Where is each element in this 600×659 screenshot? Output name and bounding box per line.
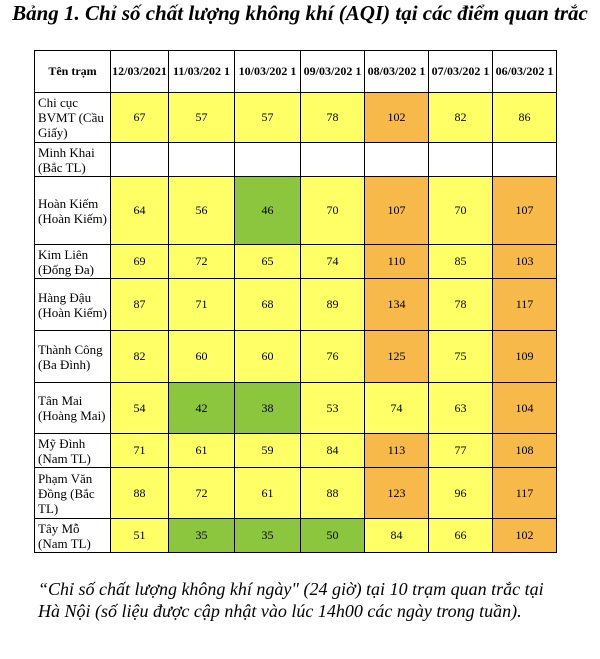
aqi-value-cell: 60 [169, 331, 235, 383]
aqi-value-cell: 88 [111, 468, 169, 519]
station-name: Thành Công (Ba Đình) [35, 331, 111, 383]
header-cell: 12/03/2021 [111, 51, 169, 93]
aqi-value-cell [111, 143, 169, 177]
table-row [35, 279, 557, 331]
aqi-value-cell: 77 [429, 434, 493, 468]
aqi-value-cell: 123 [365, 468, 429, 519]
aqi-value-cell: 70 [429, 177, 493, 245]
aqi-value-cell: 82 [429, 93, 493, 143]
table-row [35, 177, 557, 245]
station-name: Kim Liên (Đống Đa) [35, 245, 111, 279]
aqi-value-cell: 54 [111, 383, 169, 434]
aqi-value-cell: 85 [429, 245, 493, 279]
aqi-value-cell: 84 [301, 434, 365, 468]
header-cell: Tên trạm [35, 51, 111, 93]
aqi-value-cell: 88 [301, 468, 365, 519]
header-cell: 11/03/202 1 [169, 51, 235, 93]
station-name: Phạm Văn Đồng (Bắc TL) [35, 468, 111, 519]
station-name: Minh Khai (Bắc TL) [35, 143, 111, 177]
header-cell: 08/03/202 1 [365, 51, 429, 93]
aqi-value-cell [235, 143, 301, 177]
aqi-value-cell: 57 [169, 93, 235, 143]
aqi-value-cell: 63 [429, 383, 493, 434]
aqi-value-cell: 67 [111, 93, 169, 143]
aqi-value-cell: 57 [235, 93, 301, 143]
aqi-value-cell: 102 [365, 93, 429, 143]
aqi-value-cell: 66 [429, 519, 493, 553]
header-row [35, 51, 557, 93]
station-name: Chi cục BVMT (Cầu Giấy) [35, 93, 111, 143]
aqi-value-cell: 84 [365, 519, 429, 553]
aqi-value-cell: 104 [493, 383, 557, 434]
aqi-value-cell: 78 [301, 93, 365, 143]
aqi-value-cell: 35 [235, 519, 301, 553]
aqi-value-cell: 74 [301, 245, 365, 279]
station-name: Mỹ Đình (Nam TL) [35, 434, 111, 468]
aqi-value-cell [365, 143, 429, 177]
caption: “Chỉ số chất lượng không khí ngày" (24 giờ) tại 10 trạm quan trắc tại Hà Nội (số liệu được cập nhật vào lúc 14h00 các ngày trong tuần). [38, 579, 544, 621]
aqi-value-cell: 108 [493, 434, 557, 468]
table-row [35, 143, 557, 177]
aqi-value-cell: 35 [169, 519, 235, 553]
aqi-value-cell: 113 [365, 434, 429, 468]
aqi-table [34, 50, 557, 553]
aqi-value-cell [301, 143, 365, 177]
aqi-value-cell: 56 [169, 177, 235, 245]
aqi-value-cell: 70 [301, 177, 365, 245]
station-name: Tân Mai (Hoàng Mai) [35, 383, 111, 434]
aqi-value-cell: 109 [493, 331, 557, 383]
aqi-value-cell: 78 [429, 279, 493, 331]
aqi-value-cell: 134 [365, 279, 429, 331]
aqi-value-cell: 71 [169, 279, 235, 331]
aqi-value-cell: 61 [235, 468, 301, 519]
aqi-value-cell: 59 [235, 434, 301, 468]
aqi-value-cell: 82 [111, 331, 169, 383]
aqi-value-cell: 96 [429, 468, 493, 519]
aqi-value-cell: 64 [111, 177, 169, 245]
aqi-value-cell [429, 143, 493, 177]
aqi-value-cell: 72 [169, 245, 235, 279]
table-row [35, 434, 557, 468]
aqi-value-cell: 107 [493, 177, 557, 245]
aqi-value-cell: 46 [235, 177, 301, 245]
aqi-value-cell: 69 [111, 245, 169, 279]
table-row [35, 331, 557, 383]
aqi-value-cell: 117 [493, 279, 557, 331]
table-row [35, 383, 557, 434]
station-name: Hoàn Kiếm (Hoàn Kiếm) [35, 177, 111, 245]
aqi-value-cell: 53 [301, 383, 365, 434]
table-title: Bảng 1. Chỉ số chất lượng không khí (AQI) tại các điểm quan trắc [12, 1, 588, 25]
table-row [35, 245, 557, 279]
table-row [35, 519, 557, 553]
aqi-value-cell: 42 [169, 383, 235, 434]
aqi-value-cell: 102 [493, 519, 557, 553]
aqi-value-cell: 50 [301, 519, 365, 553]
aqi-value-cell: 38 [235, 383, 301, 434]
aqi-value-cell: 87 [111, 279, 169, 331]
aqi-value-cell: 117 [493, 468, 557, 519]
header-cell: 09/03/202 1 [301, 51, 365, 93]
header-cell: 06/03/202 1 [493, 51, 557, 93]
aqi-value-cell: 86 [493, 93, 557, 143]
aqi-value-cell: 60 [235, 331, 301, 383]
aqi-value-cell: 75 [429, 331, 493, 383]
station-name: Tây Mỗ (Nam TL) [35, 519, 111, 553]
aqi-value-cell: 89 [301, 279, 365, 331]
aqi-value-cell: 125 [365, 331, 429, 383]
aqi-value-cell: 76 [301, 331, 365, 383]
aqi-value-cell: 71 [111, 434, 169, 468]
aqi-value-cell: 74 [365, 383, 429, 434]
table-row [35, 93, 557, 143]
header-cell: 07/03/202 1 [429, 51, 493, 93]
aqi-value-cell: 103 [493, 245, 557, 279]
aqi-value-cell: 51 [111, 519, 169, 553]
aqi-value-cell [169, 143, 235, 177]
table-row [35, 468, 557, 519]
header-cell: 10/03/202 1 [235, 51, 301, 93]
aqi-value-cell: 110 [365, 245, 429, 279]
aqi-value-cell: 72 [169, 468, 235, 519]
station-name: Hàng Đậu (Hoàn Kiếm) [35, 279, 111, 331]
aqi-value-cell: 61 [169, 434, 235, 468]
aqi-value-cell: 68 [235, 279, 301, 331]
aqi-value-cell: 107 [365, 177, 429, 245]
aqi-value-cell: 65 [235, 245, 301, 279]
aqi-value-cell [493, 143, 557, 177]
